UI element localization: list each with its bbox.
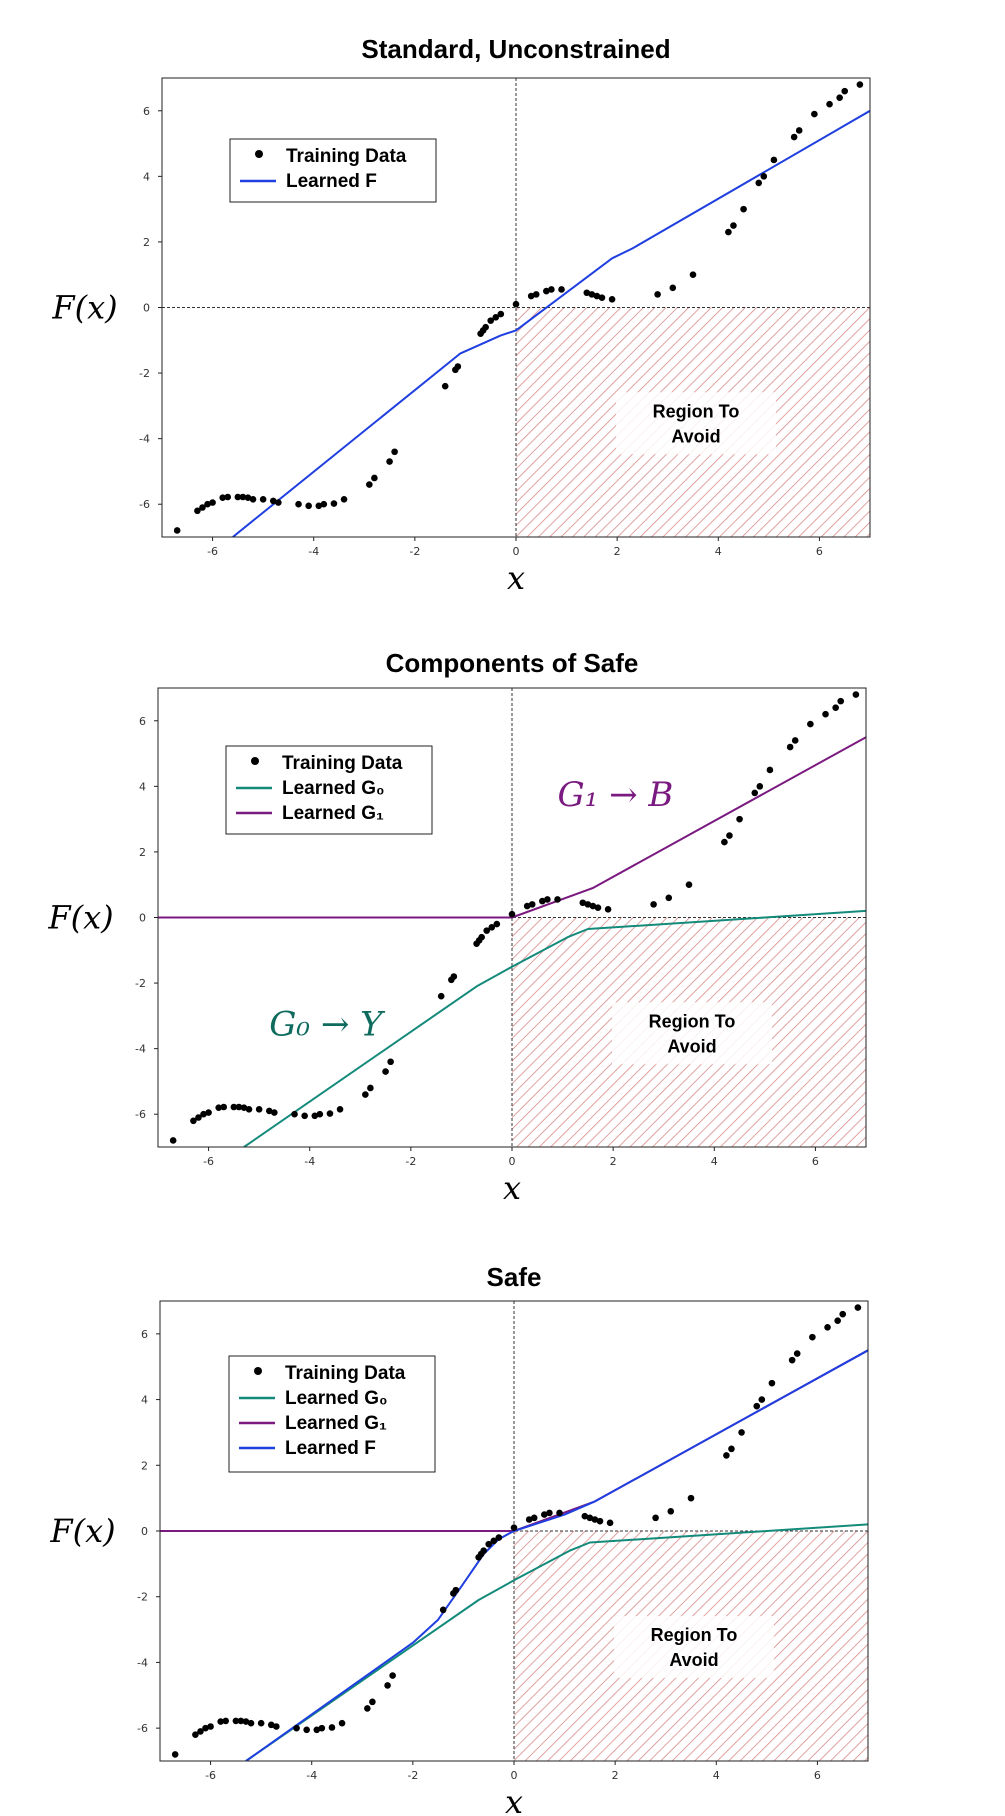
legend — [226, 746, 432, 834]
data-point — [837, 698, 844, 705]
y-tick-label: -4 — [135, 1042, 146, 1056]
data-point — [482, 324, 489, 331]
data-point — [246, 1106, 253, 1113]
data-point — [478, 934, 485, 941]
x-axis-label: x — [506, 559, 526, 597]
data-point — [738, 1429, 745, 1436]
data-point — [556, 1510, 563, 1517]
legend-label-2: Learned G₁ — [282, 803, 384, 824]
data-point — [382, 1068, 389, 1075]
data-point — [220, 1104, 227, 1111]
chart-title: Safe — [486, 1262, 542, 1292]
data-point — [839, 1311, 846, 1318]
data-point — [341, 496, 348, 503]
data-point — [442, 383, 449, 390]
x-tick-label: 6 — [811, 1155, 819, 1168]
data-point — [652, 1515, 659, 1522]
data-point — [794, 1350, 801, 1357]
data-point — [362, 1091, 369, 1098]
data-point — [544, 896, 551, 903]
region-label-line2: Avoid — [667, 1036, 717, 1057]
data-point — [688, 1495, 695, 1502]
data-point — [513, 301, 520, 308]
data-point — [605, 906, 612, 913]
x-tick-label: 6 — [815, 545, 823, 558]
legend-label-1: Learned G₀ — [282, 778, 385, 799]
data-point — [826, 101, 833, 108]
data-point — [822, 711, 829, 718]
data-point — [740, 206, 747, 213]
data-point — [371, 475, 378, 482]
data-point — [174, 527, 181, 534]
legend — [230, 139, 436, 202]
x-tick-label: 0 — [512, 545, 520, 558]
data-point — [451, 973, 458, 980]
data-point — [275, 499, 282, 506]
data-point — [726, 832, 733, 839]
chart-panel-2 — [47, 648, 866, 1207]
data-point — [250, 496, 257, 503]
legend-label-3: Learned F — [285, 1438, 376, 1459]
data-point — [796, 127, 803, 134]
data-point — [597, 1518, 604, 1525]
data-point — [836, 94, 843, 101]
legend-marker-0 — [254, 1367, 262, 1375]
data-point — [841, 88, 848, 95]
y-tick-label: 6 — [143, 104, 150, 118]
data-point — [509, 911, 516, 918]
data-point — [791, 134, 798, 141]
x-tick-label: 2 — [609, 1155, 617, 1168]
data-point — [366, 481, 373, 488]
data-point — [558, 286, 565, 293]
data-point — [736, 816, 743, 823]
chart-title: Components of Safe — [385, 648, 639, 678]
data-point — [170, 1137, 177, 1144]
y-tick-label: -2 — [137, 1590, 148, 1604]
y-tick-label: -4 — [139, 432, 150, 446]
chart-title: Standard, Unconstrained — [361, 34, 671, 64]
data-point — [271, 1109, 278, 1116]
legend-label-0: Training Data — [282, 753, 403, 774]
data-point — [453, 1587, 460, 1594]
data-point — [291, 1111, 298, 1118]
data-point — [665, 895, 672, 902]
chart-panel-3 — [49, 1262, 868, 1816]
data-point — [248, 1720, 255, 1727]
data-point — [669, 285, 676, 292]
annotation: G₁ → B — [557, 775, 674, 816]
data-point — [609, 296, 616, 303]
data-point — [305, 503, 312, 510]
x-tick-label: 0 — [510, 1769, 518, 1782]
y-tick-label: 2 — [143, 235, 150, 249]
data-point — [755, 180, 762, 187]
data-point — [273, 1723, 280, 1730]
y-tick-label: 4 — [143, 170, 150, 184]
x-tick-label: 6 — [813, 1769, 821, 1782]
y-tick-label: -2 — [135, 977, 146, 991]
data-point — [533, 291, 540, 298]
data-point — [511, 1524, 518, 1531]
data-point — [440, 1607, 447, 1614]
x-tick-label: -6 — [203, 1155, 215, 1168]
data-point — [721, 839, 728, 846]
data-point — [730, 222, 737, 229]
legend-marker-0 — [255, 150, 263, 158]
data-point — [438, 993, 445, 1000]
legend-label-0: Training Data — [286, 146, 407, 167]
y-tick-label: 2 — [139, 845, 146, 859]
data-point — [317, 1111, 324, 1118]
data-point — [789, 1357, 796, 1364]
y-tick-label: 4 — [139, 780, 146, 794]
data-point — [480, 1547, 487, 1554]
data-point — [809, 1334, 816, 1341]
data-point — [654, 291, 661, 298]
y-axis-label: F(x) — [50, 1512, 116, 1550]
data-point — [321, 501, 328, 508]
x-tick-label: 2 — [611, 1769, 619, 1782]
x-axis-label: x — [502, 1169, 522, 1207]
data-point — [824, 1324, 831, 1331]
data-point — [686, 881, 693, 888]
data-point — [832, 704, 839, 711]
chart-panel-1 — [51, 34, 870, 597]
x-axis-label: x — [504, 1783, 524, 1816]
legend-label-2: Learned G₁ — [285, 1413, 387, 1434]
data-point — [364, 1705, 371, 1712]
data-point — [650, 901, 657, 908]
region-label-line1: Region To — [648, 1011, 736, 1032]
data-point — [339, 1720, 346, 1727]
y-tick-label: 0 — [141, 1525, 148, 1538]
data-point — [496, 1534, 503, 1541]
y-axis-label: F(x) — [48, 898, 114, 937]
data-point — [857, 81, 864, 88]
region-label-line1: Region To — [650, 1625, 738, 1645]
x-tick-label: -6 — [205, 1769, 217, 1782]
data-point — [723, 1452, 730, 1459]
data-point — [293, 1725, 300, 1732]
x-tick-label: 4 — [714, 545, 722, 558]
data-point — [319, 1725, 326, 1732]
x-tick-label: -4 — [306, 1769, 318, 1782]
x-tick-label: -6 — [207, 545, 219, 558]
y-tick-label: -6 — [139, 498, 150, 512]
x-tick-label: 0 — [508, 1155, 516, 1168]
data-point — [498, 311, 505, 318]
y-tick-label: -6 — [135, 1108, 146, 1122]
data-point — [260, 496, 267, 503]
data-point — [807, 721, 814, 728]
data-point — [258, 1720, 265, 1727]
y-tick-label: -2 — [139, 367, 150, 381]
data-point — [607, 1519, 614, 1526]
data-point — [667, 1508, 674, 1515]
x-tick-label: -2 — [409, 545, 421, 558]
data-point — [548, 286, 555, 293]
y-tick-label: -4 — [137, 1656, 148, 1670]
x-tick-label: 4 — [712, 1769, 720, 1782]
data-point — [834, 1317, 841, 1324]
data-point — [337, 1106, 344, 1113]
data-point — [855, 1304, 862, 1311]
x-tick-label: -4 — [304, 1155, 316, 1168]
data-point — [391, 448, 398, 455]
data-point — [295, 501, 302, 508]
region-label-line1: Region To — [652, 401, 740, 422]
data-point — [301, 1113, 308, 1120]
annotation: G₀ → Y — [269, 1004, 383, 1045]
data-point — [172, 1751, 179, 1758]
data-point — [529, 901, 536, 908]
legend-label-0: Training Data — [285, 1363, 406, 1384]
legend — [229, 1356, 435, 1472]
data-point — [494, 921, 501, 928]
data-point — [389, 1672, 396, 1679]
x-tick-label: 4 — [710, 1155, 718, 1168]
data-point — [853, 691, 860, 698]
data-point — [331, 500, 338, 507]
data-point — [222, 1718, 229, 1725]
data-point — [753, 1403, 760, 1410]
data-point — [690, 271, 697, 278]
y-tick-label: 6 — [139, 714, 146, 728]
data-point — [792, 737, 799, 744]
y-tick-label: 2 — [141, 1459, 148, 1473]
data-point — [595, 904, 602, 911]
region-label-line2: Avoid — [671, 426, 721, 447]
y-tick-label: 0 — [139, 911, 146, 925]
data-point — [207, 1723, 214, 1730]
x-tick-label: 2 — [613, 545, 621, 558]
data-point — [327, 1110, 334, 1117]
legend-label-1: Learned G₀ — [285, 1388, 388, 1409]
y-axis-label: F(x) — [52, 288, 118, 327]
x-tick-label: -4 — [308, 545, 320, 558]
data-point — [531, 1515, 538, 1522]
x-tick-label: -2 — [405, 1155, 417, 1168]
data-point — [811, 111, 818, 118]
legend-marker-0 — [251, 757, 259, 765]
data-point — [759, 1396, 766, 1403]
data-point — [771, 157, 778, 164]
data-point — [769, 1380, 776, 1387]
data-point — [205, 1109, 212, 1116]
data-point — [224, 494, 231, 501]
data-point — [455, 363, 462, 370]
data-point — [546, 1510, 553, 1517]
data-point — [751, 790, 758, 797]
y-tick-label: 6 — [141, 1327, 148, 1341]
data-point — [367, 1085, 374, 1092]
x-tick-label: -2 — [407, 1769, 419, 1782]
data-point — [728, 1446, 735, 1453]
data-point — [554, 896, 561, 903]
data-point — [369, 1699, 376, 1706]
y-tick-label: 0 — [143, 301, 150, 315]
data-point — [757, 783, 764, 790]
data-point — [256, 1106, 263, 1113]
data-point — [209, 499, 216, 506]
data-point — [384, 1682, 391, 1689]
data-point — [329, 1724, 336, 1731]
data-point — [761, 173, 768, 180]
y-tick-label: -6 — [137, 1722, 148, 1736]
data-point — [767, 767, 774, 774]
y-tick-label: 4 — [141, 1393, 148, 1407]
data-point — [387, 1058, 394, 1065]
legend-label-1: Learned F — [286, 171, 377, 192]
data-point — [303, 1726, 310, 1733]
data-point — [386, 458, 393, 465]
data-point — [599, 294, 606, 301]
data-point — [787, 744, 794, 751]
data-point — [725, 229, 732, 236]
region-label-line2: Avoid — [669, 1650, 719, 1670]
